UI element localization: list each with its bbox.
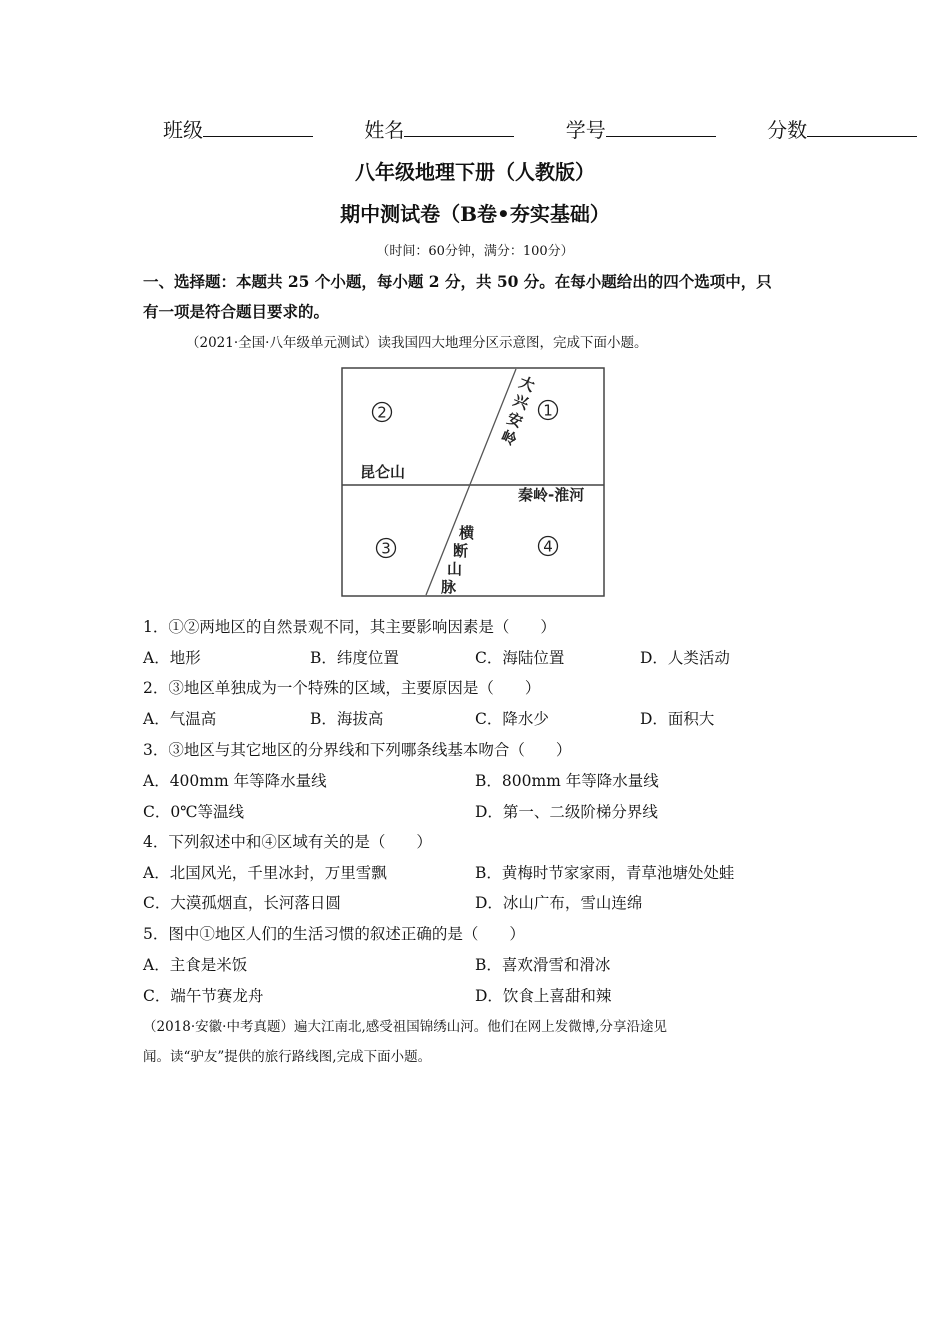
name-label: 姓名 xyxy=(364,118,405,142)
question-1-option-d[interactable]: D．人类活动 xyxy=(640,649,730,667)
hengduan-char-4: 脉 xyxy=(441,578,457,596)
question-1-option-a[interactable]: A．地形 xyxy=(143,649,201,667)
name-field[interactable] xyxy=(364,114,514,143)
svg-text:1: 1 xyxy=(543,401,553,420)
student-id-field[interactable] xyxy=(566,114,716,143)
region-label-4 xyxy=(539,537,558,556)
student-info-row xyxy=(163,114,923,143)
question-5-option-a[interactable]: A．主食是米饭 xyxy=(143,956,248,974)
region-label-3 xyxy=(377,539,396,558)
question-1-option-c[interactable]: C．海陆位置 xyxy=(475,649,565,667)
daxinganling-char-3: 安 xyxy=(504,409,526,432)
document-subtitle: 期中测试卷（B卷•夯实基础） xyxy=(340,202,610,226)
question-2-stem: 2．③地区单独成为一个特殊的区域，主要原因是（ ） xyxy=(143,679,541,697)
time-note: （时间：60分钟，满分：100分） xyxy=(376,244,574,259)
hengduan-char-3: 山 xyxy=(447,560,463,578)
question-group-2-intro-line1: （2018·安徽·中考真题）遍大江南北,感受祖国锦绣山河。他们在网上发微博,分享沿途见 xyxy=(143,1019,668,1035)
question-4-option-a[interactable]: A．北国风光，千里冰封，万里雪飘 xyxy=(143,864,387,882)
svg-text:4: 4 xyxy=(543,537,553,556)
question-3-option-a[interactable]: A．400mm 年等降水量线 xyxy=(143,772,327,790)
question-2-option-d[interactable]: D．面积大 xyxy=(640,710,715,728)
region-label-1 xyxy=(539,401,558,420)
question-3-option-b[interactable]: B．800mm 年等降水量线 xyxy=(475,772,659,790)
class-field[interactable] xyxy=(163,114,313,143)
score-field[interactable] xyxy=(767,114,917,143)
question-2-option-c[interactable]: C．降水少 xyxy=(475,710,549,728)
daxinganling-char-1: 大 xyxy=(516,373,538,396)
class-label: 班级 xyxy=(163,118,203,142)
question-4-option-d[interactable]: D．冰山广布，雪山连绵 xyxy=(475,894,643,912)
question-group-2-intro-line2: 闻。读“驴友”提供的旅行路线图,完成下面小题。 xyxy=(143,1049,432,1065)
question-4-option-b[interactable]: B．黄梅时节家家雨，青草池塘处处蛙 xyxy=(475,864,735,882)
name-blank[interactable] xyxy=(404,116,514,137)
svg-text:3: 3 xyxy=(381,539,391,558)
question-1-stem: 1．①②两地区的自然景观不同，其主要影响因素是（ ） xyxy=(143,618,556,636)
score-blank[interactable] xyxy=(807,116,917,137)
student-id-label: 学号 xyxy=(565,118,606,142)
section-heading-line1: 一、选择题：本题共 25 个小题，每小题 2 分，共 50 分。在每小题给出的四个选项中，只 xyxy=(143,272,772,291)
question-5-stem: 5．图中①地区人们的生活习惯的叙述正确的是（ ） xyxy=(143,925,525,943)
kunlun-label: 昆仑山 xyxy=(360,463,406,481)
question-4-stem: 4．下列叙述中和④区域有关的是（ ） xyxy=(143,833,432,851)
daxinganling-hengduan-line xyxy=(426,369,516,595)
question-5-option-c[interactable]: C．端午节赛龙舟 xyxy=(143,987,264,1005)
question-group-intro: （2021·全国·八年级单元测试）读我国四大地理分区示意图，完成下面小题。 xyxy=(186,335,648,351)
daxinganling-char-4: 岭 xyxy=(498,427,520,450)
question-5-option-d[interactable]: D．饮食上喜甜和辣 xyxy=(475,987,612,1005)
section-heading-line2: 有一项是符合题目要求的。 xyxy=(143,302,330,321)
student-id-blank[interactable] xyxy=(606,116,716,137)
question-3-stem: 3．③地区与其它地区的分界线和下列哪条线基本吻合（ ） xyxy=(143,741,572,759)
question-2-option-a[interactable]: A．气温高 xyxy=(143,710,217,728)
question-2-option-b[interactable]: B．海拔高 xyxy=(310,710,384,728)
document-title: 八年级地理下册（人教版） xyxy=(355,160,595,184)
question-4-option-c[interactable]: C．大漠孤烟直，长河落日圆 xyxy=(143,894,341,912)
class-blank[interactable] xyxy=(203,116,313,137)
score-label: 分数 xyxy=(767,118,808,142)
hengduan-char-1: 横 xyxy=(459,524,475,542)
china-regions-map xyxy=(340,366,606,598)
qinling-huaihe-label: 秦岭-淮河 xyxy=(518,486,585,504)
question-3-option-c[interactable]: C．0℃等温线 xyxy=(143,803,245,821)
hengduan-char-2: 断 xyxy=(453,542,469,560)
region-label-2 xyxy=(373,403,392,422)
svg-text:2: 2 xyxy=(377,403,387,422)
question-3-option-d[interactable]: D．第一、二级阶梯分界线 xyxy=(475,803,658,821)
question-1-option-b[interactable]: B．纬度位置 xyxy=(310,649,399,667)
daxinganling-char-2: 兴 xyxy=(510,391,532,414)
question-5-option-b[interactable]: B．喜欢滑雪和滑冰 xyxy=(475,956,611,974)
